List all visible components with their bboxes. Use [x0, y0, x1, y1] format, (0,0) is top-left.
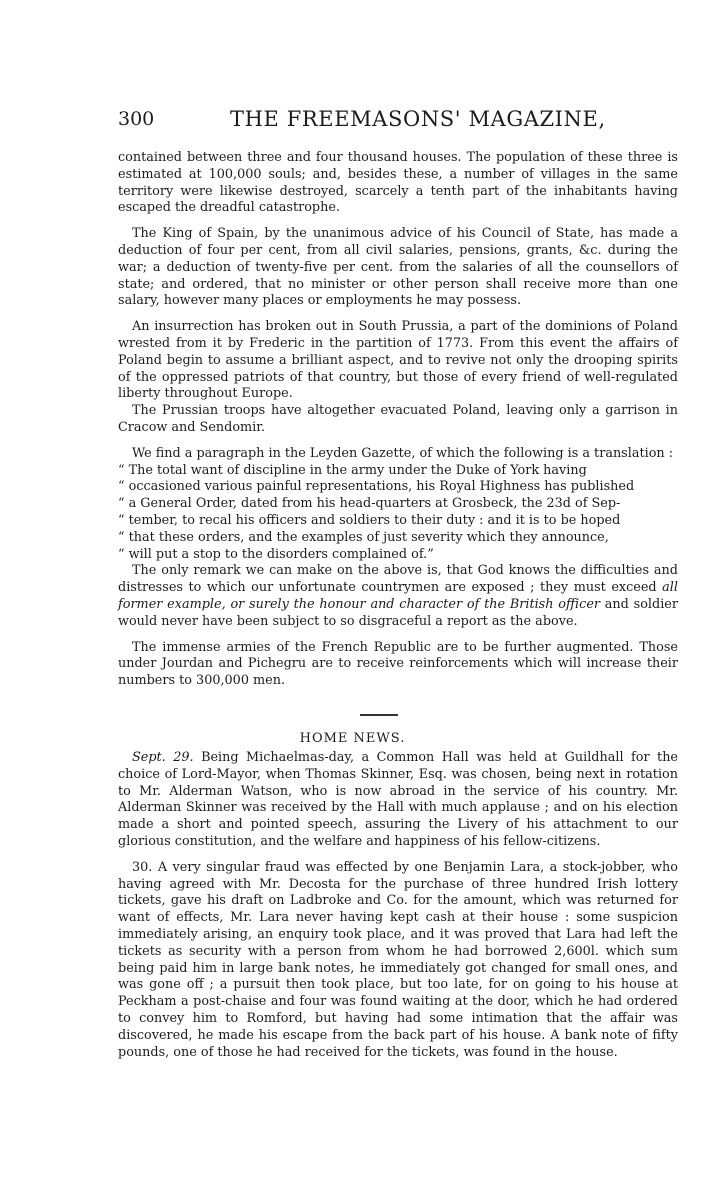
remark-text: The only remark we can make on the above is, that God knows the difficulties and distresses to which our unfortunate countrymen are exposed ; they must exceed	[118, 563, 678, 596]
page-number: 300	[118, 108, 155, 130]
quote-line: “ that these orders, and the examples of just severity which they announce,	[118, 529, 609, 545]
paragraph-leyden-gazette: We find a paragraph in the Leyden Gazette, of which the following is a translation :	[132, 445, 674, 461]
section-divider	[360, 714, 398, 716]
paragraph-michaelmas	[118, 750, 678, 851]
paragraph-prussian-troops: The Prussian troops have altogether evacuated Poland, leaving only a garrison in Cracow and Sendomir.	[118, 403, 678, 435]
quote-line: “ a General Order, dated from his head-quarters at Grosbeck, the 23d of Sep-	[118, 496, 621, 512]
paragraph-remark	[118, 563, 678, 630]
remark-text-end: and soldier would never have been subject to so disgraceful a report as the above.	[118, 596, 678, 629]
paragraph-lara-fraud: 30. A very singular fraud was effected by one Benjamin Lara, a stock-jobber, who having agreed with Mr. Decosta for the purchase of three hundred Irish lottery tickets, gave his draft on Ladbroke and Co. for the amount, which was returned for want of effects, Mr. Lara never having kept cash at their house : some suspicion immediately arising, an enquiry took place, and it was proved that Lara had left the tickets as security with a person from whom he had borrowed 2,600l. which sum being paid him in large bank notes, he immediately got changed for small ones, and was gone off ; a pursuit then took place, but too late, for on going to his house at Peckham a post-chaise and four was found waiting at the door, which he had ordered to convey him to Romford, but having had some intimation that the affair was discovered, he made his escape from the back part of his house. A bank note of fifty pounds, one of those he had received for the tickets, was found in the house.	[118, 859, 678, 1060]
quote-line: “ tember, to recal his officers and soldiers to their duty : and it is to be hoped	[118, 512, 621, 528]
running-title: THE FREEMASONS' MAGAZINE,	[230, 107, 606, 131]
home-news-heading: HOME NEWS.	[299, 731, 406, 746]
quote-line: “ will put a stop to the disorders complained of.”	[118, 546, 434, 562]
home-news-text	[118, 750, 678, 1061]
quote-line: “ occasioned various painful representations, his Royal Highness has published	[118, 479, 635, 495]
quote-line: “ The total want of discipline in the army under the Duke of York having	[118, 462, 587, 478]
paragraph-king-of-spain: The King of Spain, by the unanimous advice of his Council of State, has made a deduction of four per cent, from all civil salaries, pensions, grants, &c. during the war; a deduction of twenty-five per cent. from the salaries of all the counsellors of state; and ordered, that no minister or other person shall receive more than one salary, however many places or employments he may possess.	[118, 226, 678, 309]
gazette-quote	[118, 463, 678, 564]
paragraph-insurrection: An insurrection has broken out in South Prussia, a part of the dominions of Poland wrested from it by Frederic in the partition of 1773. From this event the affairs of Poland begin to assume a brilliant aspect, and to revive not only the drooping spirits of the oppressed patriots of that country, but those of every friend of well-regulated liberty throughout Europe.	[118, 319, 678, 402]
paragraph-french-armies: The immense armies of the French Republic are to be further augmented. Those under Jourdan and Pichegru are to receive reinforcements which will increase their numbers to 300,000 men.	[118, 639, 678, 689]
remark-italic-text: all former example, or surely the honour and character of the British officer	[118, 580, 678, 612]
michaelmas-text: Being Michaelmas-day, a Common Hall was held at Guildhall for the choice of Lord-Mayor, when Thomas Skinner, Esq. was chosen, being next in rotation to Mr. Alderman Watson, who is now abroad in the service of his country. Mr. Alderman Skinner was received by the Hall with much applause ; and on his election made a short and pointed speech, assuring the Livery of his attachment to our glorious constitution, and the welfare and happiness of his fellow-citizens.	[118, 750, 679, 849]
body-text-top	[118, 150, 678, 690]
date-label: Sept. 29.	[132, 750, 194, 765]
page-header	[118, 108, 678, 144]
paragraph-catastrophe: contained between three and four thousand houses. The population of these three is estimated at 100,000 souls; and, besides these, a number of villages in the same territory were likewise destroyed, scarcely a tenth part of the inhabitants having escaped the dreadful catastrophe.	[118, 150, 678, 216]
